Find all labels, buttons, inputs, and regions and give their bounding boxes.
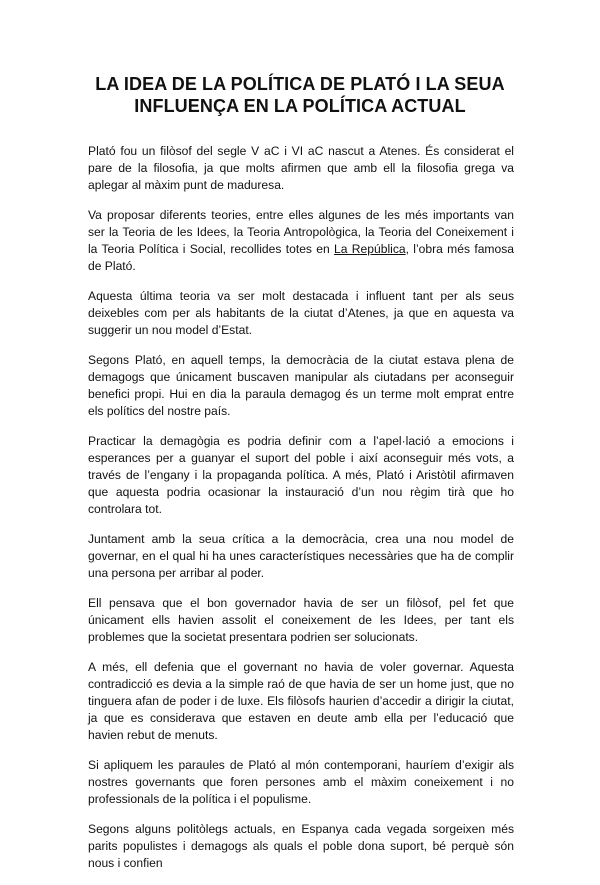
la-republica-title: La República xyxy=(334,242,406,256)
paragraph-2-text-after: , l’obra més famosa de Plató. xyxy=(88,242,514,273)
document-body xyxy=(88,143,514,885)
paragraph-2 xyxy=(88,207,514,275)
title-line-1: LA IDEA DE LA POLÍTICA DE PLATÓ I LA SEUA xyxy=(95,74,505,94)
title-line-2: INFLUENÇA EN LA POLÍTICA ACTUAL xyxy=(134,96,466,116)
paragraph-9: Si apliquem les paraules de Plató al món contemporani, hauríem d’exigir als nostres governants que foren persones amb el màxim coneixement i no professionals de la política i el populisme. xyxy=(88,758,514,806)
paragraph-10: Segons alguns politòlegs actuals, en Espanya cada vegada sorgeixen més parits populistes i demagogs als quals el poble dona suport, bé perquè són nous i confien xyxy=(88,822,514,870)
paragraph-5: Practicar la demagògia es podria definir com a l’apel·lació a emocions i esperances per a guanyar el suport del poble i així aconseguir més vots, a través de l’engany i la propaganda política. A més, Plató i Aristòtil afirmaven que aquesta podria ocasionar la instauració d’un nou règim tirà que ho controlara tot. xyxy=(88,434,514,516)
paragraph-2-text-before: Va proposar diferents teories, entre elles algunes de les més importants van ser la Teoria de les Idees, la Teoria Antropològica, la Teoria del Coneixement i la Teoria Política i Social, recollides totes en xyxy=(88,208,514,256)
paragraph-3: Aquesta última teoria va ser molt destacada i influent tant per als seus deixebles com per als habitants de la ciutat d’Atenes, ja que en aquesta va suggerir un nou model d’Estat. xyxy=(88,289,514,337)
paragraph-8: A més, ell defenia que el governant no havia de voler governar. Aquesta contradicció es devia a la simple raó de que havia de ser un home just, que no tinguera afan de poder i de luxe. Els filòsofs haurien d’accedir a dirigir la ciutat, ja que es considerava que estaven en deute amb ella per l’educació que havien rebut de menuts. xyxy=(88,660,514,742)
paragraph-4: Segons Plató, en aquell temps, la democràcia de la ciutat estava plena de demagogs que únicament buscaven manipular als ciutadans per aconseguir benefici propi. Hui en dia la paraula demagog és un terme molt emprat entre els polítics del nostre país. xyxy=(88,353,514,418)
page-title xyxy=(60,73,540,117)
paragraph-6: Juntament amb la seua crítica a la democràcia, crea una nou model de governar, en el qual hi ha unes característiques necessàries que ha de complir una persona per arribar al poder. xyxy=(88,532,514,580)
paragraph-1: Plató fou un filòsof del segle V aC i VI aC nascut a Atenes. És considerat el pare de la filosofia, ja que molts afirmen que amb ell la filosofia grega va aplegar al màxim punt de maduresa. xyxy=(88,144,514,192)
paragraph-7: Ell pensava que el bon governador havia de ser un filòsof, pel fet que únicament ells havien assolit el coneixement de les Idees, per tant els problemes que la societat presentara podrien ser solucionats. xyxy=(88,596,514,644)
